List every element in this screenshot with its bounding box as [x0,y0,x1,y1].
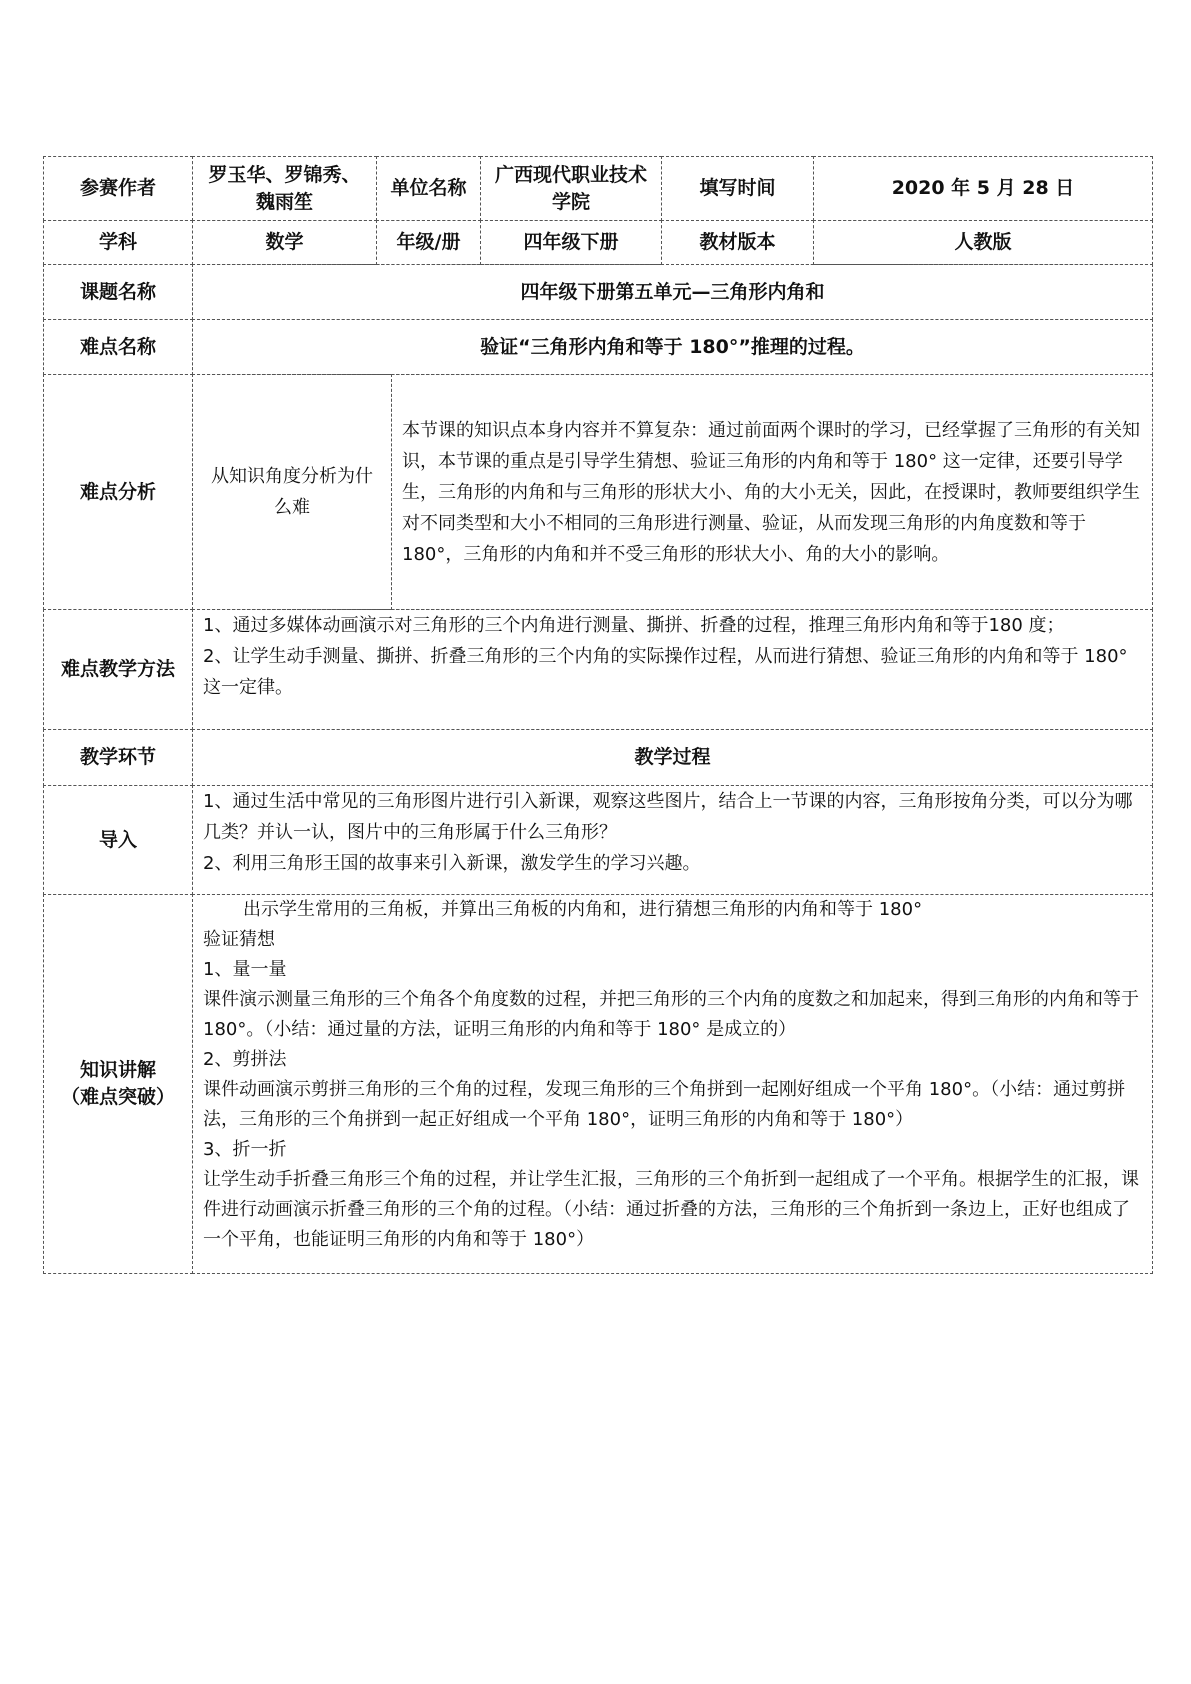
analysis-cell [391,374,1153,610]
process-value: 教学过程 [192,729,1153,786]
topic-value: 四年级下册第五单元—三角形内角和 [192,264,1153,320]
knowledge-label-2: （难点突破） [60,1086,175,1108]
author-label: 参赛作者 [43,156,193,221]
analysis-sublabel: 从知识角度分析为什么难 [192,374,392,610]
grade-label: 年级/册 [376,220,481,265]
method-cell [192,609,1153,730]
lesson-table [43,156,1153,1356]
knowledge-p2: 验证猜想 [203,929,275,950]
unit-label: 单位名称 [376,156,481,221]
knowledge-p3: 1、量一量 [203,959,287,980]
difficulty-label: 难点名称 [43,319,193,375]
method-label: 难点教学方法 [43,609,193,730]
subject-label: 学科 [43,220,193,265]
knowledge-label-cell [43,894,193,1274]
intro-label: 导入 [43,785,193,895]
unit-value: 广西现代职业技术学院 [480,156,662,221]
subject-value: 数学 [192,220,377,265]
author-value: 罗玉华、罗锦秀、魏雨笙 [192,156,377,221]
grade-value: 四年级下册 [480,220,662,265]
method-line-1: 1、通过多媒体动画演示对三角形的三个内角进行测量、撕拼、折叠的过程，推理三角形内角和等于180 度； [203,615,1065,636]
edition-value: 人教版 [813,220,1153,265]
process-label: 教学环节 [43,729,193,786]
knowledge-label: 知识讲解 [79,1059,156,1081]
method-line-2: 2、让学生动手测量、撕拼、折叠三角形的三个内角的实际操作过程，从而进行猜想、验证三角形的内角和等于 180° 这一定律。 [203,646,1128,698]
intro-line-2: 2、利用三角形王国的故事来引入新课，激发学生的学习兴趣。 [203,853,701,874]
time-value: 2020 年 5 月 28 日 [813,156,1153,221]
difficulty-value: 验证“三角形内角和等于 180°”推理的过程。 [192,319,1153,375]
knowledge-p8: 让学生动手折叠三角形三个角的过程，并让学生汇报，三角形的三个角折到一起组成了一个平角。根据学生的汇报，课件进行动画演示折叠三角形的三个角的过程。（小结：通过折叠的方法，三角形的三个角折到一条边上，正好也组成了一个平角，也能证明三角形的内角和等于 180°） [203,1169,1139,1250]
intro-cell [192,785,1153,895]
knowledge-p1: 出示学生常用的三角板，并算出三角板的内角和，进行猜想三角形的内角和等于 180° [243,899,923,920]
topic-label: 课题名称 [43,264,193,320]
knowledge-cell [192,894,1153,1274]
knowledge-p4: 课件演示测量三角形的三个角各个角度数的过程，并把三角形的三个内角的度数之和加起来，得到三角形的内角和等于 180°。（小结：通过量的方法，证明三角形的内角和等于 180° 是成立的） [203,989,1139,1040]
knowledge-p6: 课件动画演示剪拼三角形的三个角的过程，发现三角形的三个角拼到一起刚好组成一个平角 180°。（小结：通过剪拼法，三角形的三个角拼到一起正好组成一个平角 180°，证明三角形的内角和等于 180°） [203,1079,1126,1130]
edition-label: 教材版本 [661,220,814,265]
analysis-text: 本节课的知识点本身内容并不算复杂：通过前面两个课时的学习，已经掌握了三角形的有关知识，本节课的重点是引导学生猜想、验证三角形的内角和等于 180° 这一定律，还要引导学生，三角形的内角和与三角形的形状大小、角的大小无关，因此，在授课时，教师要组织学生对不同类型和大小不相同的三角形进行测量、验证，从而发现三角形的内角度数和等于 180°，三角形的内角和并不受三角形的形状大小、角的大小的影响。 [402,419,1140,565]
time-label: 填写时间 [661,156,814,221]
intro-line-1: 1、通过生活中常见的三角形图片进行引入新课，观察这些图片，结合上一节课的内容，三角形按角分类，可以分为哪几类？并认一认，图片中的三角形属于什么三角形？ [203,791,1133,843]
knowledge-p7: 3、折一折 [203,1139,287,1160]
knowledge-p5: 2、剪拼法 [203,1049,287,1070]
analysis-label: 难点分析 [43,374,193,610]
